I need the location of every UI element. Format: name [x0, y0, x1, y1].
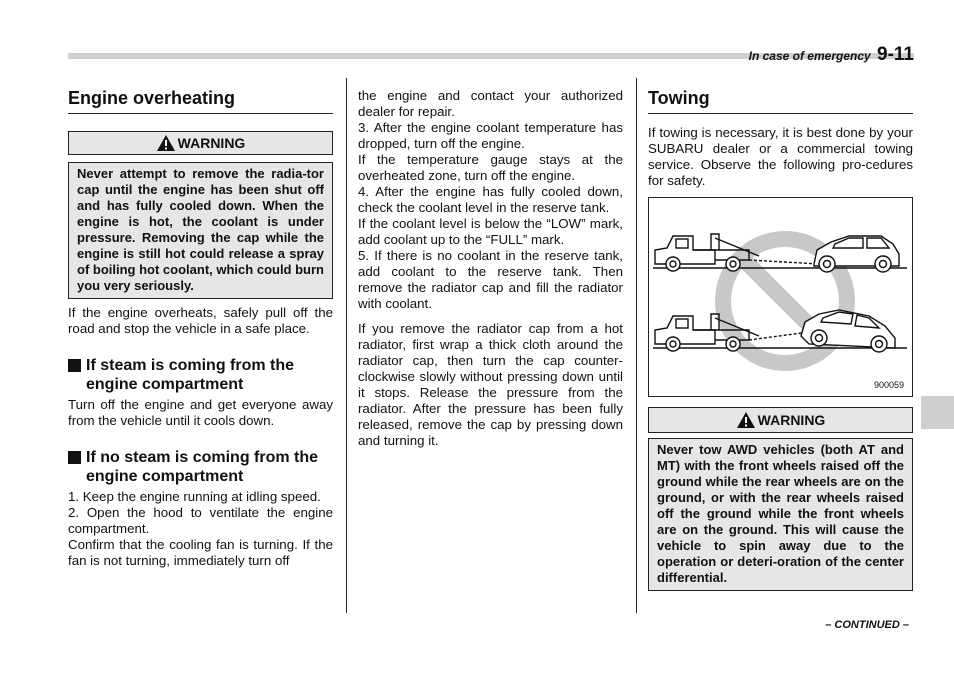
step-line: If the coolant level is below the “LOW” mark, add coolant up to the “FULL” mark.: [358, 216, 623, 247]
towing-intro: If towing is necessary, it is best done by your SUBARU dealer or a commercial towing service. Observe the following pro-cedures for safety.: [648, 125, 913, 188]
towing-illustration: [648, 197, 913, 397]
step-line: 2. Open the hood to ventilate the engine compartment.: [68, 505, 333, 536]
step-line: 3. After the engine coolant temperature has dropped, turn off the engine.: [358, 120, 623, 151]
step-line: 4. After the engine has fully cooled down, check the coolant level in the reserve tank.: [358, 184, 623, 215]
warning-header: [648, 407, 913, 433]
right-column: [648, 88, 913, 189]
figure-code: 900059: [873, 380, 904, 390]
warning-header: [68, 131, 333, 155]
continued-footer: – CONTINUED –: [825, 619, 909, 631]
step-line: 5. If there is no coolant in the reserve tank, add coolant to the reserve tank. Then remove the radiator cap and fill the radiator with coolant.: [358, 248, 623, 311]
warning-label: WARNING: [757, 412, 826, 428]
towing-warning-box: [648, 407, 913, 591]
warning-box: [68, 131, 333, 299]
tow-truck-bottom-scene: [653, 310, 907, 352]
subheading-steam: [68, 356, 333, 394]
step-line: the engine and contact your authorized dealer for repair.: [358, 88, 623, 119]
step-line: Confirm that the cooling fan is turning. If the fan is not turning, immediately turn off: [68, 537, 333, 568]
warning-text: Never tow AWD vehicles (both AT and MT) with the front wheels raised off the ground while the rear wheels are on the ground, or with the rear wheels raised off the ground while the front wheels are on the ground. This will cause the vehicle to spin away due to the operation or deteri-oration of the center differential.: [648, 438, 913, 591]
step-line: If the temperature gauge stays at the overheated zone, turn off the engine.: [358, 152, 623, 183]
section-title-towing: Towing: [648, 88, 913, 114]
middle-column: [358, 88, 623, 449]
left-column: [68, 88, 333, 569]
section-title-engine-overheating: Engine overheating: [68, 88, 333, 114]
page-number: 9-11: [877, 44, 914, 65]
hot-radiator-paragraph: If you remove the radiator cap from a hot radiator, first wrap a thick cloth around the radiator cap, then turn the cap counter-clockwise slowly without pressing down until it stops. Release the pressure from the radiator. After the pressure has been fully released, remove the cap by pressing down and turning it.: [358, 321, 623, 448]
square-bullet-icon: [68, 359, 81, 372]
running-header: [749, 44, 914, 66]
subheading-no-steam-text: If no steam is coming from the engine compartment: [86, 449, 319, 485]
step-line: 1. Keep the engine running at idling speed.: [68, 489, 321, 504]
square-bullet-icon: [68, 451, 81, 464]
overheat-intro: If the engine overheats, safely pull off the road and stop the vehicle in a safe place.: [68, 305, 333, 336]
column-divider: [636, 78, 637, 613]
section-label: In case of emergency: [748, 49, 871, 63]
warning-label: WARNING: [177, 135, 246, 151]
warning-triangle-icon: [736, 411, 756, 429]
chapter-tab: [921, 396, 954, 429]
tow-truck-prohibited-illustration: [649, 198, 912, 396]
steam-instructions: Turn off the engine and get everyone away from the vehicle until it cools down.: [68, 397, 333, 428]
warning-text: Never attempt to remove the radia-tor cap until the engine has been shut off and has fully cooled down. When the engine is hot, the coolant is under pressure. Removing the cap while the engine is still hot could release a spray of boiling hot coolant, which could burn you very seriously.: [68, 162, 333, 299]
no-steam-steps: [68, 489, 333, 569]
subheading-no-steam: [68, 448, 333, 486]
subheading-steam-text: If steam is coming from the engine compartment: [86, 357, 295, 393]
column-divider: [346, 78, 347, 613]
warning-triangle-icon: [156, 134, 176, 152]
